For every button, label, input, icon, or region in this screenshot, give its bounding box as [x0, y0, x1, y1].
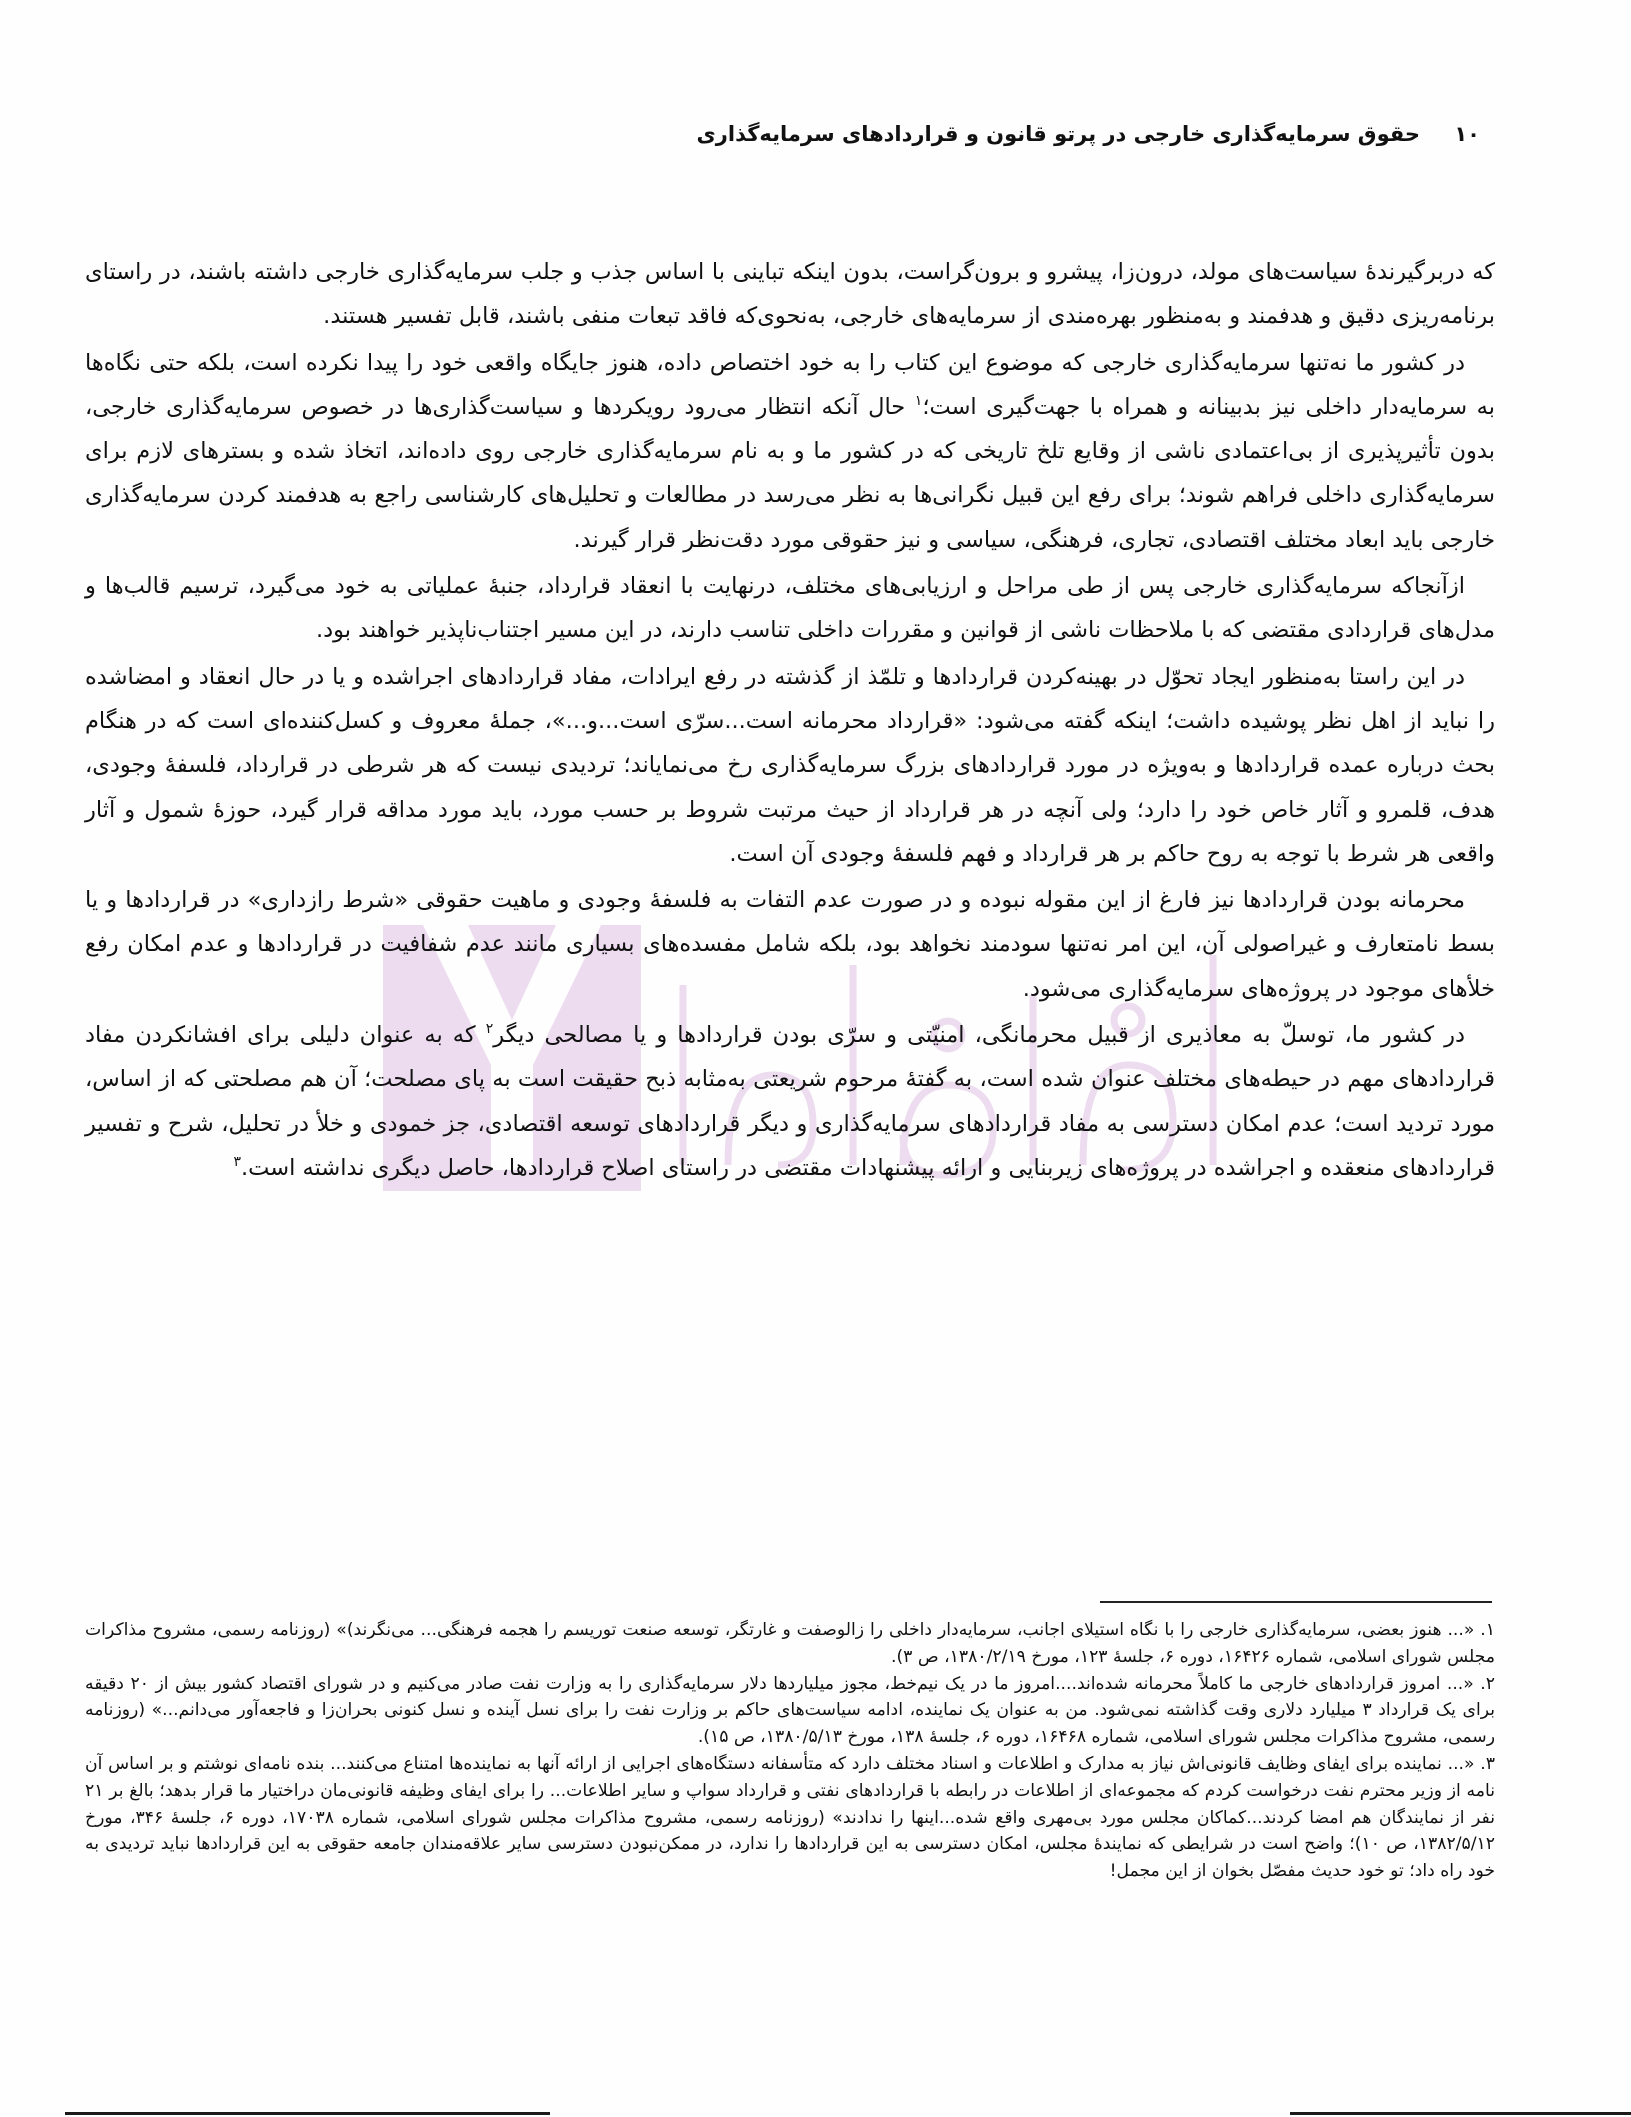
- footnote-1: ۱. «... هنوز بعضی، سرمایه‌گذاری خارجی را با نگاه استیلای اجانب، سرمایه‌دار داخلی را زالوصفت و غارتگر، توسعه صنعت توریسم را هجمه فرهنگی... می‌نگرند)» (روزنامه رسمی، مشروح مذاکرات مجلس شورای اسلامی، شماره ۱۶۴۲۶، دوره ۶، جلسۀ ۱۲۳، مورخ ۱۳۸۰/۲/۱۹، ص ۳).: [85, 1620, 1495, 1667]
- paragraph-text: در کشور ما، توسلّ به معاذیری از قبیل محرمانگی، امنیّتی و سرّی بودن قراردادها و یا مصالحی دیگر: [493, 1022, 1466, 1049]
- paragraph: محرمانه بودن قراردادها نیز فارغ از این مقوله نبوده و در صورت عدم التفات به فلسفۀ وجودی و ماهیت حقوقی «شرط رازداری» در قراردادها و یا بسط نامتعارف و غیراصولی آن، این امر نه‌تنها سودمند نخواهد بود، بلکه شامل مفسده‌های بسیاری مانند عدم شفافیت در قراردادها و عدم امکان رفع خلأهای موجود در پروژه‌های سرمایه‌گذاری می‌شود.: [85, 887, 1495, 1002]
- footnote-separator: [1100, 1601, 1492, 1603]
- footnote-ref[interactable]: ۱: [914, 392, 923, 409]
- paragraph: [85, 341, 1495, 562]
- footnote-ref[interactable]: ۳: [233, 1153, 242, 1170]
- scan-edge-left: [65, 2112, 550, 2115]
- paragraph: که دربرگیرندۀ سیاست‌های مولد، درون‌زا، پیشرو و برون‌گراست، بدون اینکه تباینی با اساس جذب و جلب سرمایه‌گذاری خارجی داشته باشند، در راستای برنامه‌ریزی دقیق و هدفمند و به‌منظور بهره‌مندی از سرمایه‌های خارجی، به‌نحوی‌که فاقد تبعات منفی باشند، قابل تفسیر هستند.: [85, 259, 1495, 330]
- footnote-2: ۲. «... امروز قراردادهای خارجی ما کاملاً محرمانه شده‌اند....امروز ما در یک نیم‌خط، مجوز میلیاردها دلار سرمایه‌گذاری را به وزارت نفت صادر می‌کنیم و در شورای اقتصاد کشور بیش از ۲۰ دقیقه برای یک قرارداد ۳ میلیارد دلاری وقت گذاشته نمی‌شود. من به عنوان یک نماینده، ادامه سیاست‌های حاکم بر وزارت نفت را برای نسل آینده و نسل کنونی بحران‌زا و فاجعه‌آور می‌دانم...» (روزنامه رسمی، مشروح مذاکرات مجلس شورای اسلامی، شماره ۱۶۴۶۸، دوره ۶، جلسۀ ۱۳۸، مورخ ۱۳۸۰/۵/۱۳، ص ۱۵).: [85, 1673, 1495, 1748]
- paragraph: در این راستا به‌منظور ایجاد تحوّل در بهینه‌کردن قراردادها و تلمّذ از گذشته در رفع ایرادات، مفاد قراردادهای اجراشده و یا در حال انعقاد و امضاشده را نباید از اهل نظر پوشیده داشت؛ اینکه گفته می‌شود: «قرارداد محرمانه است...سرّی است...و...»، جملۀ معروف و کسل‌کننده‌ای است که در هنگام بحث درباره عمده قراردادها و به‌ویژه در مورد قراردادهای بزرگ سرمایه‌گذاری رخ می‌نمایاند؛ تردیدی نیست که هر شرطی در قرارداد، فلسفۀ وجودی، هدف، قلمرو و آثار خاص خود را دارد؛ ولی آنچه در هر قرارداد از حیث مرتبت شروط بر حسب مورد، باید مورد مداقه قرار گیرد، حوزۀ شمول و آثار واقعی هر شرط با توجه به روح حاکم بر هر قرارداد و فهم فلسفۀ وجودی آن است.: [85, 663, 1495, 867]
- paragraph-text: حال آنکه انتظار می‌رود رویکردها و سیاست‌گذاری‌ها در خصوص سرمایه‌گذاری خارجی، بدون تأثیرپذیری از بی‌اعتمادی ناشی از وقایع تلخ تاریخی که در کشور ما و به نام سرمایه‌گذاری خارجی روی داده‌اند، اتخاذ شده و بسترهای لازم برای سرمایه‌گذاری داخلی فراهم شوند؛ برای رفع این قبیل نگرانی‌ها به نظر می‌رسد در مطالعات و تحلیل‌های کارشناسی راجع به هدفمند کردن سرمایه‌گذاری خارجی باید ابعاد مختلف اقتصادی، تجاری، فرهنگی، سیاسی و نیز حقوقی مورد دقت‌نظر قرار گیرند.: [85, 393, 1495, 553]
- scan-edge-right: [1290, 2112, 1631, 2115]
- page-number: ۱۰: [1454, 122, 1480, 146]
- body-text: [85, 250, 1495, 1192]
- footnotes: [85, 1617, 1495, 1885]
- running-title: حقوق سرمایه‌گذاری خارجی در پرتو قانون و قراردادهای سرمایه‌گذاری: [696, 122, 1420, 146]
- paragraph: ازآنجاکه سرمایه‌گذاری خارجی پس از طی مراحل و ارزیابی‌های مختلف، درنهایت با انعقاد قرارداد، جنبۀ عملیاتی به خود می‌گیرد، ترسیم قالب‌ها و مدل‌های قراردادی مقتضی که با ملاحظات ناشی از قوانین و مقررات داخلی تناسب دارند، در این مسیر اجتناب‌ناپذیر خواهند بود.: [85, 573, 1495, 644]
- footnote-3: ۳. «... نماینده برای ایفای وظایف قانونی‌اش نیاز به مدارک و اطلاعات و اسناد مختلف دارد که متأسفانه دستگاه‌های اجرایی از ارائه آنها به نماینده‌ها امتناع می‌کنند... بنده نامه‌ای نوشتم و بر اساس آن نامه از وزیر محترم نفت درخواست کردم که مجموعه‌ای از اطلاعات در رابطه با قراردادهای نفتی و قرارداد سواپ و سایر اطلاعات... را برای ایفای وظیفه قانونی‌مان دراختیار ما قرار بدهد؛ بالغ بر ۲۱ نفر از نمایندگان هم امضا کردند...کماکان مجلس مورد بی‌مهری واقع شده...اینها را ندادند» (روزنامه رسمی، مشروح مذاکرات مجلس شورای اسلامی، شماره ۱۷۰۳۸، دوره ۶، جلسۀ ۳۴۶، مورخ ۱۳۸۲/۵/۱۲، ص ۱۰)؛ واضح است در شرایطی که نمایندۀ مجلس، امکان دسترسی به این قراردادها را ندارد، در ممکن‌نبودن دسترسی سایر علاقه‌مندان جامعه حقوقی به این قراردادها نباید تردیدی به خود راه داد؛ تو خود حدیث مفصّل بخوان از این مجمل!: [85, 1753, 1495, 1882]
- paragraph: [85, 1013, 1495, 1190]
- paragraph-text: در کشور ما نه‌تنها سرمایه‌گذاری خارجی که موضوع این کتاب را به خود اختصاص داده، هنوز جایگاه واقعی خود را پیدا نکرده است، بلکه حتی نگاه‌ها به سرمایه‌دار داخلی نیز بدبینانه و همراه با جهت‌گیری است؛: [85, 349, 1495, 420]
- footnote-ref[interactable]: ۲: [485, 1021, 494, 1038]
- running-header: [85, 122, 1495, 162]
- paragraph-text: که به عنوان دلیلی برای افشانکردن مفاد قراردادهای مهم در حیطه‌های مختلف عنوان شده است، به گفتۀ مرحوم شریعتی به‌مثابه ذبح حقیقت است به پای مصلحت؛ آن هم مصلحتی که از اساس، مورد تردید است؛ عدم امکان دسترسی به مفاد قراردادهای سرمایه‌گذاری و دیگر قراردادهای توسعه اقتصادی، جز خمودی و خلأ در تحلیل، شرح و تفسیر قراردادهای منعقده و اجراشده در پروژه‌های زیربنایی و ارائه پیشنهادات مقتضی در راستای اصلاح قراردادها، حاصل دیگری نداشته است.: [85, 1022, 1495, 1181]
